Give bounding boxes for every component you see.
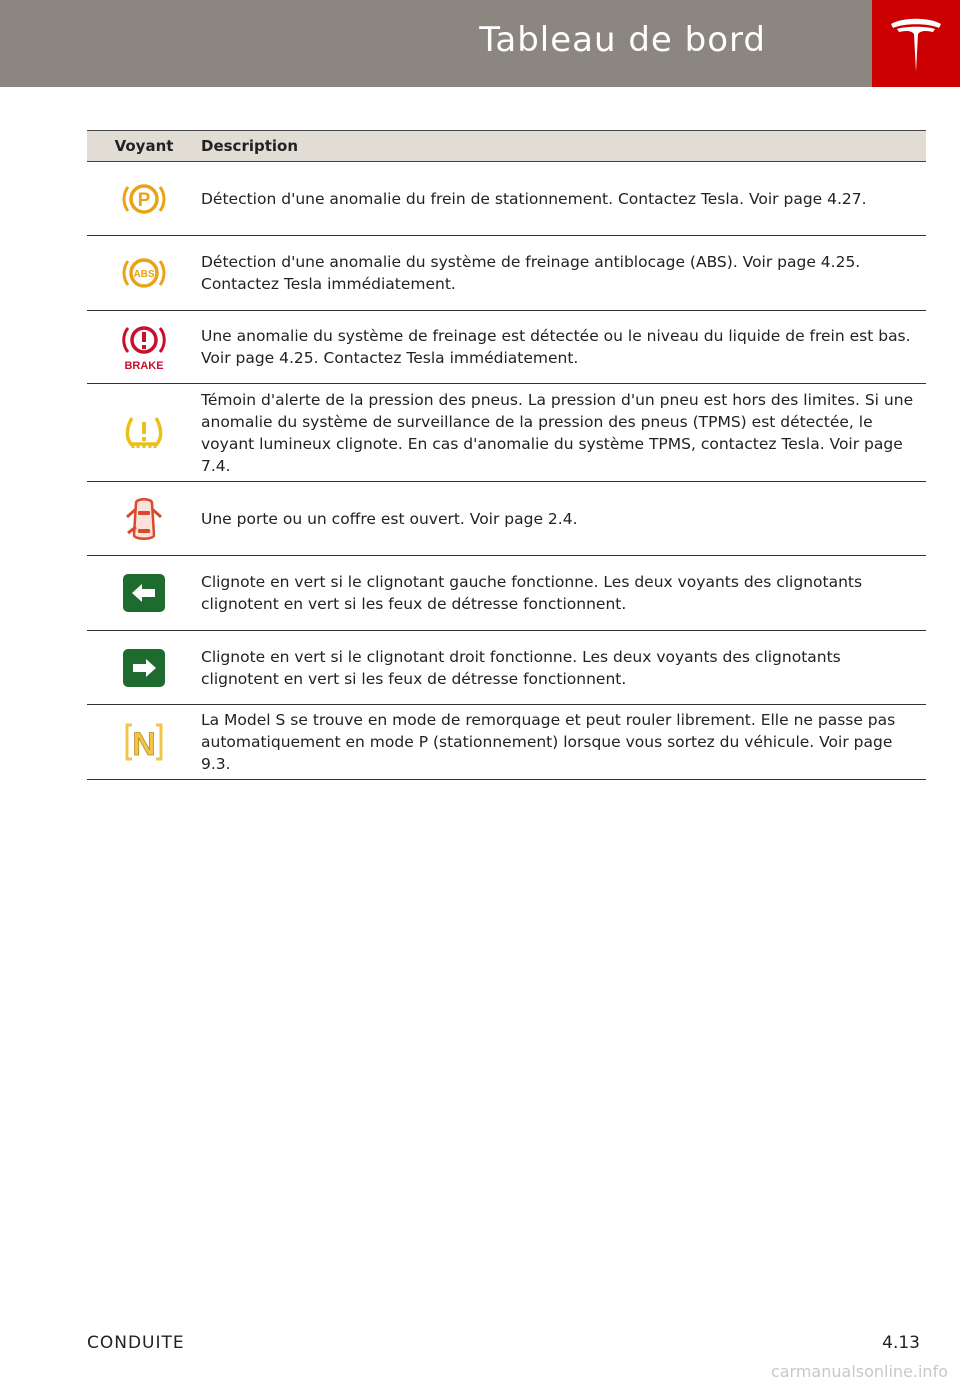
indicator-table	[87, 130, 926, 780]
table-row	[87, 311, 926, 384]
tire-pressure-icon	[124, 414, 164, 452]
icon-cell	[87, 384, 201, 482]
table-row	[87, 631, 926, 705]
row-description: Une anomalie du système de freinage est détectée ou le niveau du liquide de frein est bas. Voir page 4.25. Contactez Tesla immédiatement.	[201, 311, 926, 384]
row-description: Témoin d'alerte de la pression des pneus. La pression d'un pneu est hors des limites. Si une anomalie du système de surveillance de la pression des pneus (TPMS) est détectée, le voyant lumineux clignote. En cas d'anomalie du système TPMS, contactez Tesla. Voir page 7.4.	[201, 384, 926, 482]
brake-icon-label: BRAKE	[124, 360, 164, 372]
table-row	[87, 482, 926, 556]
footer-page-number: 4.13	[882, 1333, 920, 1353]
footer-section: CONDUITE	[87, 1333, 185, 1353]
icon-cell	[87, 556, 201, 631]
table-header-row	[87, 131, 926, 162]
abs-fault-icon	[122, 253, 166, 293]
parking-brake-fault-icon	[122, 179, 166, 219]
watermark: carmanualsonline.info	[770, 1362, 948, 1381]
table-row	[87, 236, 926, 311]
table-row	[87, 705, 926, 780]
row-description: Détection d'une anomalie du système de freinage antiblocage (ABS). Voir page 4.25. Contactez Tesla immédiatement.	[201, 236, 926, 311]
table-row	[87, 384, 926, 482]
table-row	[87, 162, 926, 236]
table-row	[87, 556, 926, 631]
row-description: La Model S se trouve en mode de remorquage et peut rouler librement. Elle ne passe pas automatiquement en mode P (stationnement) lorsque vous sortez du véhicule. Voir page 9.3.	[201, 705, 926, 780]
row-description: Détection d'une anomalie du frein de stationnement. Contactez Tesla. Voir page 4.27.	[201, 162, 926, 236]
row-description: Une porte ou un coffre est ouvert. Voir page 2.4.	[201, 482, 926, 556]
icon-cell	[87, 482, 201, 556]
header-bar	[0, 0, 872, 87]
icon-cell	[87, 311, 201, 384]
door-open-icon	[124, 495, 164, 543]
brake-fault-icon	[120, 322, 168, 372]
svg-text:P: P	[137, 189, 151, 211]
column-header-voyant: Voyant	[87, 131, 201, 162]
tow-mode-icon-label: N	[132, 726, 156, 762]
logo-box	[872, 0, 960, 87]
left-turn-signal-icon	[122, 573, 166, 613]
row-description: Clignote en vert si le clignotant droit fonctionne. Les deux voyants des clignotants clignotent en vert si les feux de détresse fonctionnent.	[201, 631, 926, 705]
icon-cell	[87, 705, 201, 780]
icon-cell	[87, 236, 201, 311]
icon-cell	[87, 162, 201, 236]
right-turn-signal-icon	[122, 648, 166, 688]
row-description: Clignote en vert si le clignotant gauche fonctionne. Les deux voyants des clignotants clignotent en vert si les feux de détresse fonctionnent.	[201, 556, 926, 631]
icon-cell	[87, 631, 201, 705]
page-title: Tableau de bord	[479, 20, 766, 60]
column-header-description: Description	[201, 131, 926, 162]
tesla-logo-icon	[889, 14, 943, 74]
tow-mode-icon	[124, 722, 164, 762]
svg-text:ABS: ABS	[133, 269, 155, 280]
